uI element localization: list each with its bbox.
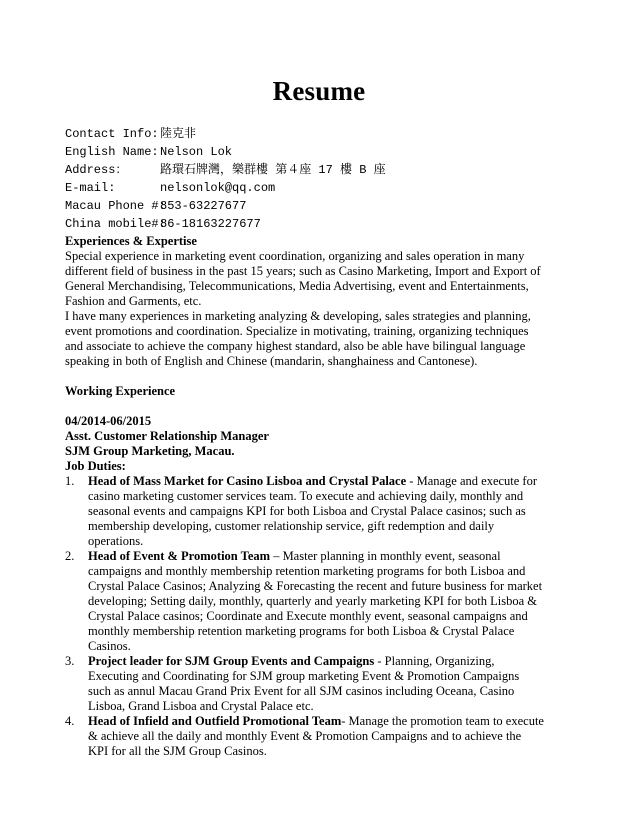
- text-line: Casinos.: [88, 639, 131, 653]
- job-position: Asst. Customer Relationship Manager: [65, 429, 269, 443]
- contact-label: Address：: [65, 163, 128, 177]
- duty-item: [65, 654, 555, 714]
- duty-title: Head of Event & Promotion Team: [88, 549, 271, 563]
- working-experience-heading: Working Experience: [65, 384, 176, 398]
- contact-row-address: [65, 161, 386, 179]
- duty-title: Project leader for SJM Group Events and Campaigns: [88, 654, 375, 668]
- text-line: membership developing, customer relationship service, gift redemption and daily: [88, 519, 495, 533]
- text-line: Crystal Palace Casinos; Analyzing & Forecasting the recent and future business for market: [88, 579, 543, 593]
- text-line: campaigns and monthly membership retention marketing programs for both Lisboa and: [88, 564, 526, 578]
- text-line: Crystal Palace casinos; Coordinate and Execute monthly event, seasonal campaigns and: [88, 609, 528, 623]
- duty-number: 4.: [65, 714, 75, 728]
- duty-number: 1.: [65, 474, 75, 488]
- text-line: such as annul Macau Grand Prix Event for all SJM casinos including Oceana, Casino: [88, 684, 515, 698]
- duty-text: - Manage and execute for: [406, 474, 538, 488]
- contact-label: Macau Phone #:: [65, 199, 166, 213]
- text-line: KPI for all the SJM Group Casinos.: [88, 744, 267, 758]
- duty-text: - Manage the promotion team to execute: [341, 714, 544, 728]
- duty-text: - Planning, Organizing,: [374, 654, 495, 668]
- experiences-paragraph-1: [65, 249, 555, 309]
- contact-value: 陸克非: [160, 127, 197, 141]
- contact-row-email: [65, 179, 386, 197]
- text-line: Special experience in marketing event coordination, organizing and sales operation in many: [65, 249, 525, 263]
- text-line: & achieve all the daily and monthly Event & Promotion Campaigns and to achieve the: [88, 729, 522, 743]
- text-line: event promotions and coordination. Specialize in motivating, training, organizing techniques: [65, 324, 529, 338]
- contact-row-english-name: [65, 143, 386, 161]
- text-line: Executing and Coordinating for SJM group marketing Event & Promotion Campaigns: [88, 669, 520, 683]
- contact-value: Nelson Lok: [160, 145, 233, 159]
- experiences-heading: Experiences & Expertise: [65, 234, 197, 248]
- job-duties-heading: Job Duties:: [65, 459, 126, 473]
- contact-label: Contact Info:: [65, 127, 159, 141]
- job-company: SJM Group Marketing, Macau.: [65, 444, 235, 458]
- contact-value: 853-63227677: [160, 199, 247, 213]
- text-line: operations.: [88, 534, 144, 548]
- contact-row-chinese-name: [65, 125, 386, 143]
- page-title: Resume: [272, 76, 366, 106]
- duty-item: [65, 549, 555, 654]
- duty-title: Head of Infield and Outfield Promotional Team: [88, 714, 342, 728]
- duty-text: – Master planning in monthly event, seasonal: [270, 549, 501, 563]
- duty-title: Head of Mass Market for Casino Lisboa and Crystal Palace: [88, 474, 407, 488]
- text-line: and associate to achieve the company highest standard, also be able have bilingual language: [65, 339, 526, 353]
- experiences-paragraph-2: [65, 309, 555, 369]
- text-line: monthly membership retention marketing programs for both Lisboa & Crystal Palace: [88, 624, 515, 638]
- text-line: Lisboa, Grand Lisboa and Crystal Palace etc.: [88, 699, 314, 713]
- duty-number: 3.: [65, 654, 75, 668]
- contact-label: English Name:: [65, 145, 159, 159]
- text-line: developing; Setting daily, monthly, quarterly and yearly marketing KPI for both Lisboa &: [88, 594, 537, 608]
- text-line: I have many experiences in marketing analyzing & developing, sales strategies and planning,: [65, 309, 531, 323]
- text-line: General Merchandising, Telecommunications, Media Advertising, event and Entertainments,: [65, 279, 529, 293]
- duty-item: [65, 714, 555, 759]
- text-line: Fashion and Garments, etc.: [65, 294, 202, 308]
- text-line: casino marketing customer services team. To execute and achieving daily, monthly and: [88, 489, 524, 503]
- job-duties-list: [65, 474, 555, 759]
- contact-value: 86-18163227677: [160, 217, 261, 231]
- duty-number: 2.: [65, 549, 75, 563]
- contact-value: 路環石牌灣，樂群樓 第４座 17 樓 B 座: [160, 163, 386, 177]
- duty-item: [65, 474, 555, 549]
- contact-row-china-mobile: [65, 215, 386, 233]
- text-line: speaking in both of English and Chinese (mandarin, shanghainess and Cantonese).: [65, 354, 478, 368]
- text-line: seasonal events and campaigns KPI for both Lisboa and Crystal Palace casinos; such as: [88, 504, 526, 518]
- contact-block: [65, 125, 386, 233]
- text-line: different field of business in the past 15 years; such as Casino Marketing, Import and Export of: [65, 264, 541, 278]
- contact-row-macau-phone: [65, 197, 386, 215]
- resume-body: [65, 234, 555, 759]
- contact-label: China mobile#:: [65, 217, 166, 231]
- job-period: 04/2014-06/2015: [65, 414, 152, 428]
- contact-value: nelsonlok@qq.com: [160, 181, 276, 195]
- contact-label: E-mail:: [65, 181, 116, 195]
